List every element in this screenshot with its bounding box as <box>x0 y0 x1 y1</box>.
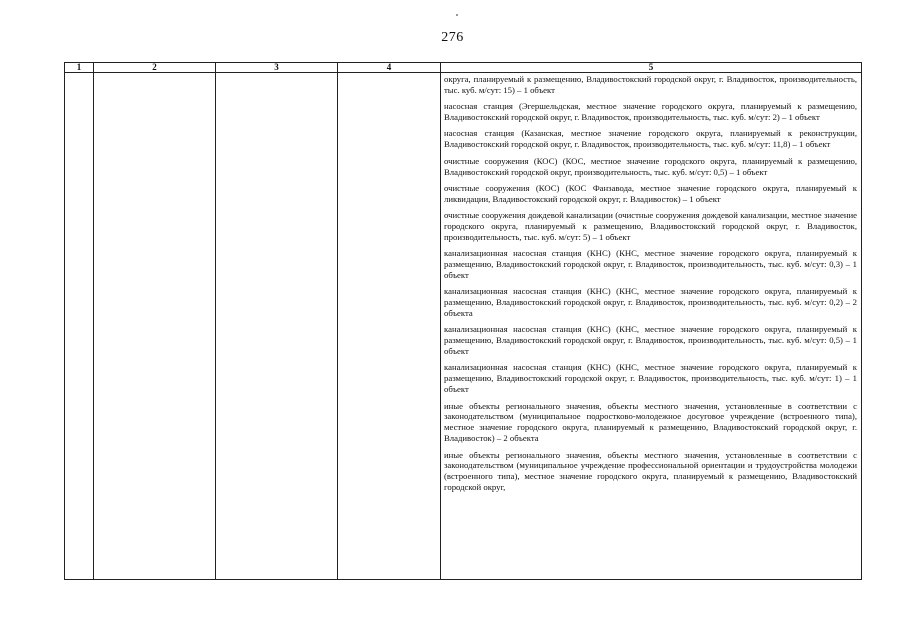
column-header-4: 4 <box>338 63 441 73</box>
column-header-2: 2 <box>94 63 216 73</box>
table-header-row <box>65 63 862 73</box>
list-item: насосная станция (Казанская, местное значение городского округа, планируемый к реконструкции, Владивостокский городской округ, г. Владивосток, производительность, тыс. куб. м/сут: 11,8) – 1 объект <box>444 128 857 150</box>
list-item: канализационная насосная станция (КНС) (КНС, местное значение городского округа, планируемый к размещению, Владивостокский городской округ, г. Владивосток, производительность, тыс. куб. м/сут: 0,5) – 1 объект <box>444 324 857 357</box>
column-header-5: 5 <box>441 63 862 73</box>
page-number: 276 <box>441 30 464 45</box>
list-item: насосная станция (Эгершельдская, местное значение городского округа, планируемый к размещению, Владивостокский городской округ, г. Владивосток, производительность, тыс. куб. м/сут: 2) – 1 объект <box>444 101 857 123</box>
list-item: иные объекты регионального значения, объекты местного значения, установленные в соответствии с законодательством (муниципальное подростково-молодежное досуговое учреждение (встроенного типа), местное значение городского округа, планируемый к размещению, Владивостокский городской округ, г. Владивосток) – 2 объекта <box>444 400 857 444</box>
data-table <box>64 62 862 580</box>
list-item: канализационная насосная станция (КНС) (КНС, местное значение городского округа, планируемый к размещению, Владивостокский городской округ, г. Владивосток, производительность, тыс. куб. м/сут: 0,2) – 2 объекта <box>444 286 857 319</box>
list-item: очистные сооружения (КОС) (КОС Фанзавода, местное значение городского округа, планируемый к ликвидации, Владивостокский городской округ, г. Владивосток) – 1 объект <box>444 182 857 204</box>
cell-col-1 <box>65 73 94 580</box>
cell-col-2 <box>94 73 216 580</box>
list-item: канализационная насосная станция (КНС) (КНС, местное значение городского округа, планируемый к размещению, Владивостокский городской округ, г. Владивосток, производительность, тыс. куб. м/сут: 0,3) – 1 объект <box>444 248 857 280</box>
list-item: канализационная насосная станция (КНС) (КНС, местное значение городского округа, планируемый к размещению, Владивостокский городской округ, г. Владивосток, производительность, тыс. куб. м/сут: 1) – 1 объект <box>444 362 857 395</box>
cell-col-3 <box>216 73 338 580</box>
list-item: очистные сооружения дождевой канализации (очистные сооружения дождевой канализации, местное значение городского округа, планируемый к размещению, Владивостокский городской округ, г. Владивосток, производительность, тыс. куб. м/сут: 5) – 1 объект <box>444 210 857 242</box>
table-row <box>65 73 862 580</box>
list-item: очистные сооружения (КОС) (КОС, местное значение городского округа, планируемый к размещению, Владивостокский городской округ, производительность, тыс. куб. м/сут: 0,5) – 1 объект <box>444 155 857 177</box>
cell-col-5 <box>441 73 862 580</box>
list-item: иные объекты регионального значения, объекты местного значения, установленные в соответствии с законодательством (муниципальное учреждение профессиональной ориентации и трудоустройства молодежи (встроенного типа), местное значение городского округа, планируемый к размещению, Владивостокский городской округ, <box>444 449 857 493</box>
column-header-3: 3 <box>216 63 338 73</box>
object-list <box>441 73 861 579</box>
column-header-1: 1 <box>65 63 94 73</box>
scan-speck <box>456 14 458 16</box>
cell-col-4 <box>338 73 441 580</box>
list-item: округа, планируемый к размещению, Владивостокский городской округ, г. Владивосток, производительность, тыс. куб. м/сут: 15) – 1 объект <box>444 74 857 95</box>
